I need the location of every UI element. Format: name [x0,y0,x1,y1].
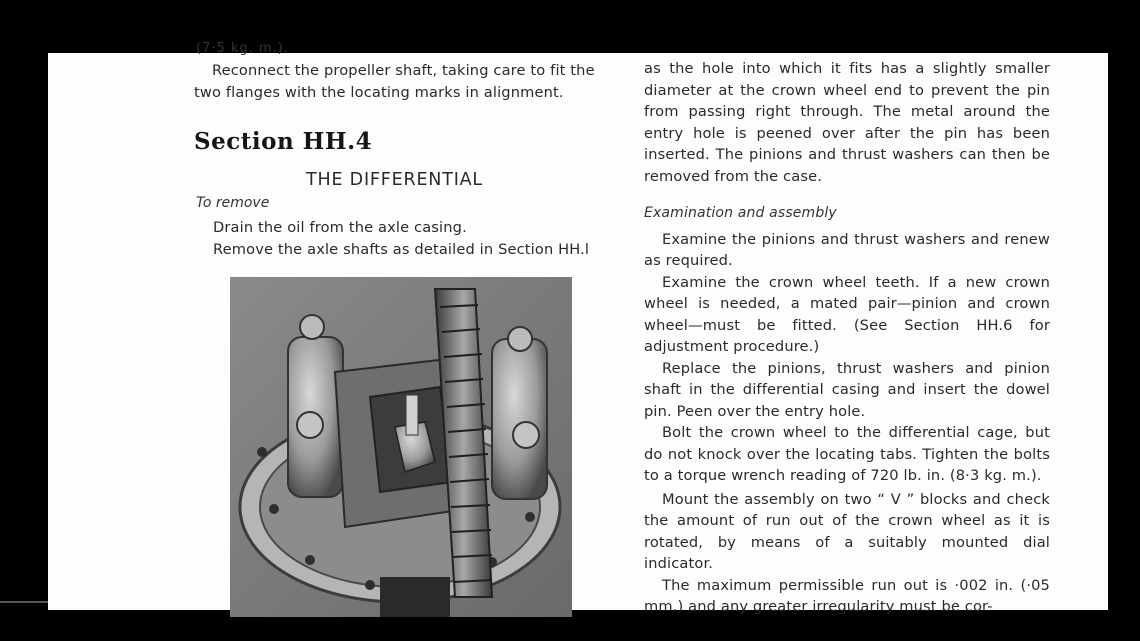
clipped-top-line: (7·5 kg. m.). [196,41,289,56]
right-text-block [644,58,1050,618]
paragraph: Mount the assembly on two “ V ” blocks and check the amount of run out of the crown wheel as it is rotated, by means of a suitably mounted dial indicator. [644,490,1050,572]
paragraph: Replace the pinions, thrust washers and pinion shaft in the differential casing and insert the dowel pin. Peen over the entry hole. [644,359,1050,420]
scroll-indicator[interactable] [0,601,48,603]
to-remove-label: To remove [196,195,270,211]
paragraph: Examine the crown wheel teeth. If a new crown wheel is needed, a mated pair—pinion and crown wheel—must be fitted. (See Section HH.6 for adjustment procedure.) [644,273,1050,355]
section-heading: Section HH.4 [194,128,373,155]
removal-steps [213,217,613,260]
paragraph: Examine the pinions and thrust washers and renew as required. [644,230,1050,269]
document-page [48,41,1108,615]
paragraph: The maximum permissible run out is ·002 in. (·05 mm.) and any greater irregularity must be cor- [644,576,1050,615]
paragraph: Bolt the crown wheel to the differential cage, but do not knock over the locating tabs. Tighten the bolts to a torque wrench reading of 720 lb. in. (8·3 kg. m.). [644,424,1050,484]
intro-paragraph: Reconnect the propeller shaft, taking care to fit the two flanges with the locating marks in alignment. [194,62,595,101]
examination-label: Examination and assembly [644,205,837,221]
differential-illustration [230,277,572,617]
step-item: Remove the axle shafts as detailed in Section HH.l [213,240,590,258]
section-title: THE DIFFERENTIAL [306,170,483,190]
opening-paragraph: as the hole into which it fits has a slightly smaller diameter at the crown wheel end to prevent the pin from passing right through. The metal around the entry hole is peened over after the pin has been inserted. The pinions and thrust washers can then be removed from the case. [644,60,1050,185]
step-item: Drain the oil from the axle casing. [213,219,467,236]
differential-photo [230,277,572,617]
